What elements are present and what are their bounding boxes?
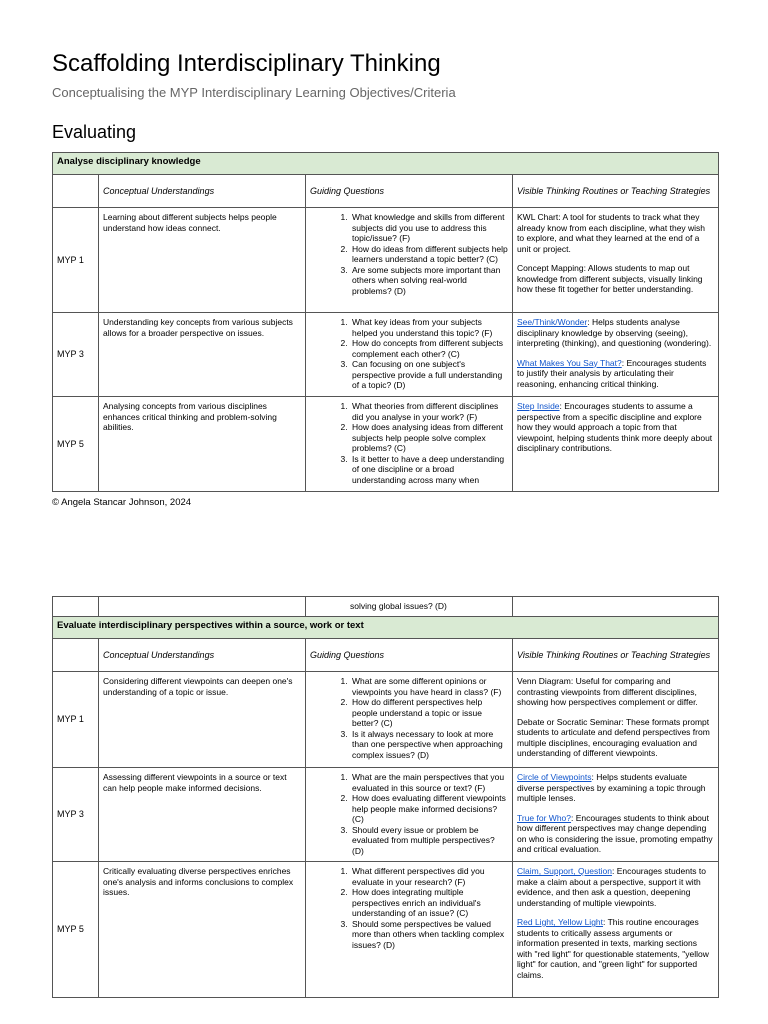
question-item: 2. How do concepts from different subjects complement each other? (C)	[350, 338, 508, 359]
empty-cell	[53, 597, 99, 617]
question-item: 3. Is it always necessary to look at more than one perspective when approaching complex issues? (D)	[350, 729, 508, 761]
question-item: 1. What theories from different disciplines did you analyse in your work? (F)	[350, 401, 508, 422]
empty-cell	[513, 597, 719, 617]
empty-cell	[99, 597, 306, 617]
strategies-cell	[513, 672, 719, 768]
strategy-text: : Encourages students to make a claim about a perspective, support it with evidence, and then ask a question, deepening understanding of multiple viewpoints.	[517, 866, 706, 908]
header-guiding: Guiding Questions	[306, 175, 513, 208]
conceptual-cell: Learning about different subjects helps people understand how ideas connect.	[99, 208, 306, 313]
question-item: 2. How do different perspectives help people understand a topic or issue better? (C)	[350, 697, 508, 729]
row-label: MYP 5	[53, 862, 99, 998]
analyse-knowledge-table	[52, 152, 719, 492]
strategy-kwl: KWL Chart: A tool for students to track what they already know from each discipline, what they wish to explore, and what they learned at the end of a unit or project.	[517, 212, 706, 254]
header-guiding: Guiding Questions	[306, 639, 513, 672]
what-makes-you-say-that-link[interactable]: What Makes You Say That?	[517, 357, 622, 368]
questions-cell	[306, 208, 513, 313]
strategy-text: : Encourages students to think about how different perspectives may change depending on who is considering the issue, promoting empathy and critical evaluation.	[517, 812, 713, 854]
strategy-text: : Helps students analyse disciplinary knowledge by observing (seeing), interpreting (thinking), and questioning (wondering).	[517, 317, 712, 348]
conceptual-cell: Considering different viewpoints can deepen one's understanding of a topic or issue.	[99, 672, 306, 768]
table-row	[53, 672, 719, 768]
conceptual-cell: Assessing different viewpoints in a source or text can help people make informed decisions.	[99, 768, 306, 862]
header-conceptual: Conceptual Understandings	[99, 175, 306, 208]
strategies-cell	[513, 397, 719, 492]
strategy-venn: Venn Diagram: Useful for comparing and contrasting viewpoints from different disciplines, showing how perspectives complement or differ.	[517, 676, 698, 707]
table-row	[53, 862, 719, 998]
question-item: 3. Are some subjects more important than others when solving real-world problems? (D)	[350, 265, 508, 297]
empty-header-cell	[53, 175, 99, 208]
question-item: 1. What different perspectives did you evaluate in your research? (F)	[350, 866, 508, 887]
section-heading: Evaluating	[52, 122, 137, 142]
questions-cell	[306, 862, 513, 998]
question-item: 3. Can focusing on one subject's perspective provide a full understanding of a topic? (D)	[350, 359, 508, 391]
row-label: MYP 5	[53, 397, 99, 492]
row-label: MYP 1	[53, 208, 99, 313]
table-section-title: Analyse disciplinary knowledge	[53, 153, 719, 175]
red-light-yellow-light-link[interactable]: Red Light, Yellow Light	[517, 917, 604, 927]
conceptual-cell: Understanding key concepts from various subjects allows for a broader perspective on issues.	[99, 313, 306, 397]
question-item: 2. How does analysing ideas from different subjects help people solve complex problems? (C)	[350, 422, 508, 454]
question-item: 1. What are the main perspectives that you evaluated in this source or text? (F)	[350, 772, 508, 793]
questions-cell	[306, 672, 513, 768]
conceptual-cell: Analysing concepts from various disciplines enhances critical thinking and problem-solving abilities.	[99, 397, 306, 492]
claim-support-question-link[interactable]: Claim, Support, Question	[517, 866, 612, 876]
header-strategies: Visible Thinking Routines or Teaching Strategies	[513, 175, 719, 208]
row-label: MYP 3	[53, 768, 99, 862]
questions-cell	[306, 313, 513, 397]
header-conceptual: Conceptual Understandings	[99, 639, 306, 672]
evaluate-perspectives-table	[52, 596, 719, 998]
strategies-cell	[513, 313, 719, 397]
question-item: 3. Should some perspectives be valued more than others when tackling complex issues? (D)	[350, 919, 508, 951]
table-section-title: Evaluate interdisciplinary perspectives within a source, work or text	[53, 617, 719, 639]
conceptual-cell: Critically evaluating diverse perspectives enriches one's analysis and informs conclusions to complex issues.	[99, 862, 306, 998]
see-think-wonder-link[interactable]: See/Think/Wonder	[517, 317, 588, 327]
strategy-debate: Debate or Socratic Seminar: These formats prompt students to articulate and defend perspectives from multiple disciplines, encouraging evaluation and understanding of different viewpoints.	[517, 716, 710, 758]
strategies-cell	[513, 862, 719, 998]
strategy-text: : Helps students evaluate diverse perspectives by examining a topic through multiple lenses.	[517, 772, 706, 803]
strategy-text: : Encourages students to justify their analysis by articulating their reasoning, enhancing critical thinking.	[517, 357, 707, 389]
strategies-cell	[513, 208, 719, 313]
question-item: 2. How does evaluating different viewpoints help people make informed decisions? (C)	[350, 793, 508, 825]
question-item: 1. What key ideas from your subjects helped you understand this topic? (F)	[350, 317, 508, 338]
header-strategies: Visible Thinking Routines or Teaching Strategies	[513, 639, 719, 672]
circle-of-viewpoints-link[interactable]: Circle of Viewpoints	[517, 772, 592, 782]
strategy-text: : This routine encourages students to critically assess arguments or information presented in texts, marking sections with "red light" for questionable statements, "yellow light" for caution, and "green light" for supported claims.	[517, 917, 709, 980]
true-for-who-link[interactable]: True for Who?	[517, 812, 572, 823]
table-row	[53, 208, 719, 313]
row-label: MYP 3	[53, 313, 99, 397]
question-item: 1. What are some different opinions or viewpoints you have heard in class? (F)	[350, 676, 508, 697]
copyright-footer: © Angela Stancar Johnson, 2024	[52, 497, 192, 508]
question-item: 1. What knowledge and skills from different subjects did you use to address this topic/issue? (F)	[350, 212, 508, 244]
strategy-concept-mapping: Concept Mapping: Allows students to map out knowledge from different subjects, visually linking how these fit together for better understanding.	[517, 263, 703, 294]
empty-header-cell	[53, 639, 99, 672]
strategies-cell	[513, 768, 719, 862]
question-item: 3. Should every issue or problem be evaluated from multiple perspectives? (D)	[350, 825, 508, 857]
questions-cell	[306, 397, 513, 492]
question-item: 2. How does integrating multiple perspectives enrich an individual's understanding of an issue? (C)	[350, 887, 508, 919]
questions-cell	[306, 768, 513, 862]
step-inside-link[interactable]: Step Inside	[517, 401, 560, 411]
table-row	[53, 397, 719, 492]
continued-question: solving global issues? (D)	[306, 597, 513, 617]
question-item: 3. Is it better to have a deep understanding of one discipline or a broad understanding across many when	[350, 454, 508, 486]
page-subtitle: Conceptualising the MYP Interdisciplinary Learning Objectives/Criteria	[52, 85, 456, 100]
strategy-text: : Encourages students to assume a perspective from a specific discipline and explore how they would approach a topic from that viewpoint, helping students think more deeply about disciplinary contributions.	[517, 401, 713, 453]
page-title: Scaffolding Interdisciplinary Thinking	[52, 50, 441, 77]
table-row	[53, 768, 719, 862]
table-row	[53, 313, 719, 397]
question-item: 2. How do ideas from different subjects help learners understand a topic better? (C)	[350, 244, 508, 265]
row-label: MYP 1	[53, 672, 99, 768]
